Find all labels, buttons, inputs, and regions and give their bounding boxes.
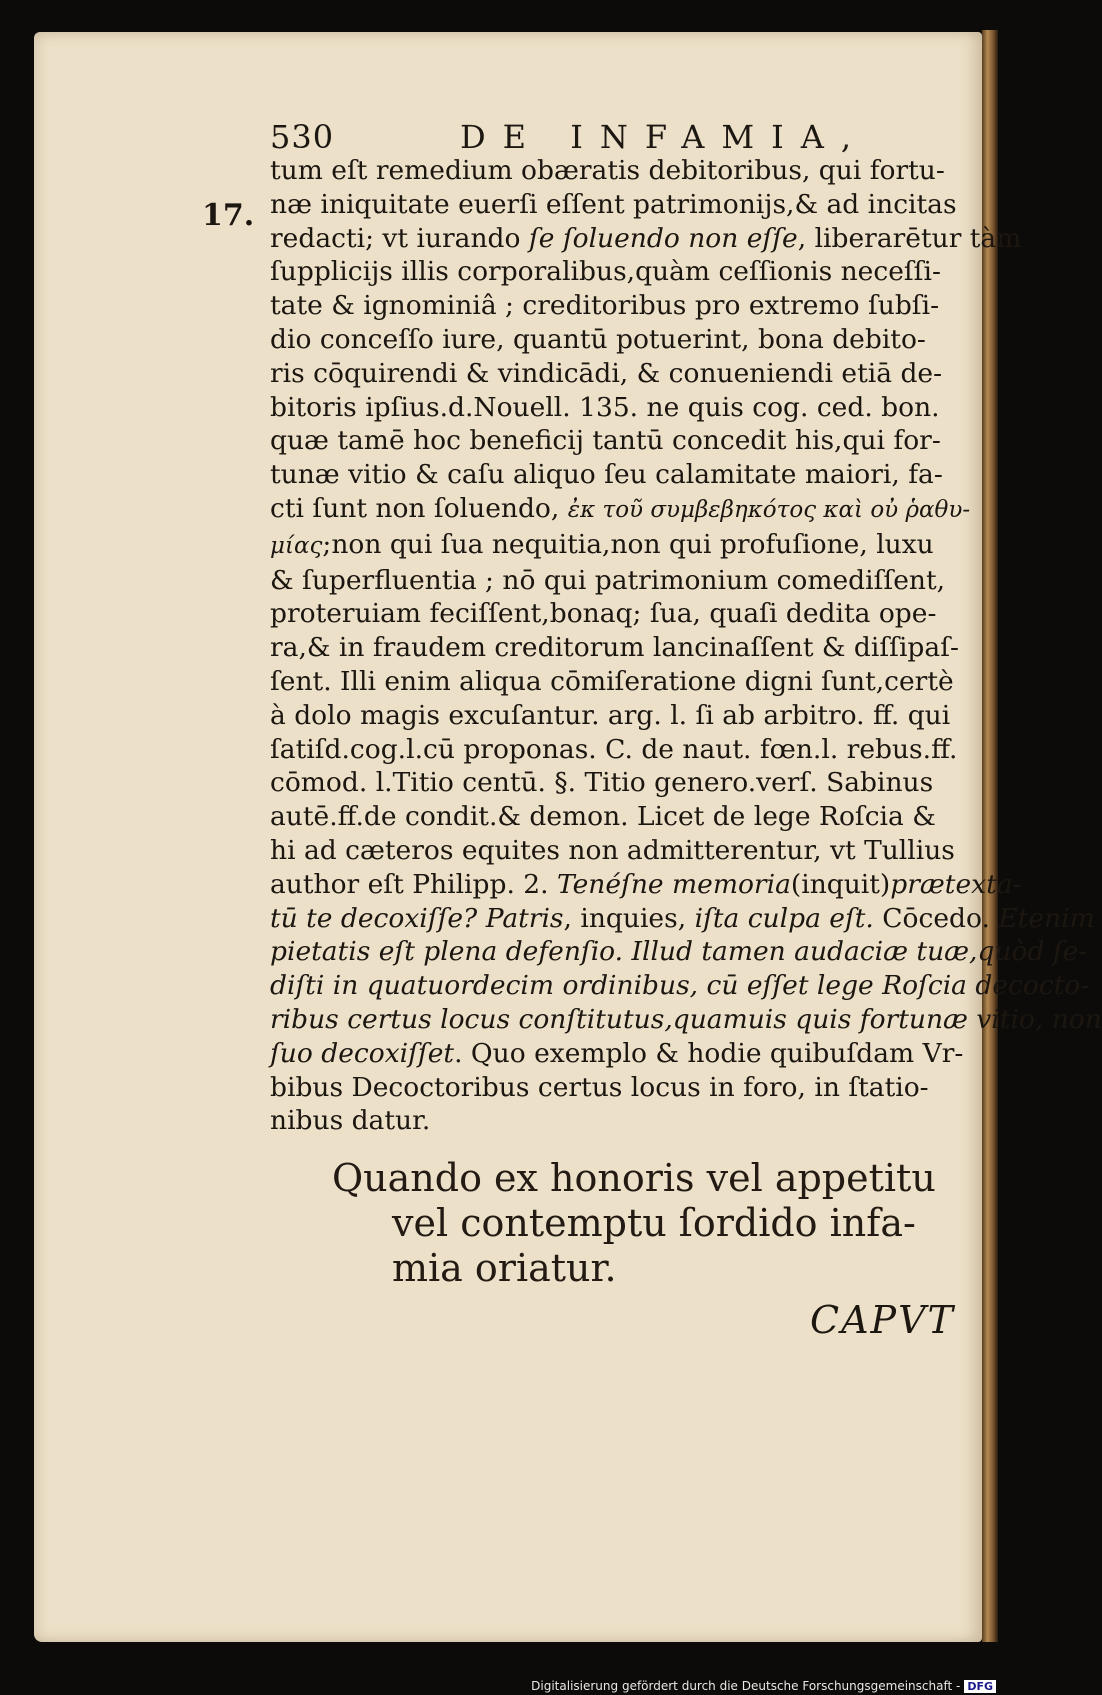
text-line	[270, 188, 970, 222]
text-segment: tum eſt remedium obæratis debitoribus, qui fortu-	[270, 155, 945, 186]
text-segment: & ſuperfluentia ; nō qui patrimonium comediſſent,	[270, 564, 946, 596]
text-line	[270, 800, 970, 834]
text-segment: ;non qui ſua nequitia,non qui profuſione, luxu	[322, 528, 934, 560]
text-segment: μίας	[270, 532, 323, 559]
text-line	[270, 834, 970, 868]
text-line	[270, 868, 1022, 902]
digitization-credit	[531, 1679, 996, 1693]
text-line	[270, 528, 970, 564]
credit-text: Digitalisierung gefördert durch die Deutsche Forschungsgemeinschaft -	[531, 1679, 961, 1693]
text-line	[270, 935, 1088, 969]
text-segment: ſatiſd.cog.l.cū proponas. C. de naut. fœn.l. rebus.ff.	[270, 733, 958, 765]
text-segment: cōmod. l.Titio centū. §. Titio genero.verſ. Sabinus	[270, 767, 934, 799]
text-segment: ἐκ τοῦ συμβεβηκότος καὶ οὐ ῥαθυ-	[567, 496, 971, 523]
text-segment: proteruiam feciſſent,bonaq; ſua, quaſi dedita ope-	[270, 598, 937, 630]
text-segment: næ iniquitate euerſi eſſent patrimonijs,& ad incitas	[270, 188, 957, 220]
text-line	[270, 1037, 970, 1071]
text-line	[270, 564, 970, 598]
page-edge	[982, 30, 998, 1642]
text-segment: nibus datur.	[270, 1105, 431, 1137]
text-segment: tū te decoxiſſe? Patris	[270, 902, 564, 934]
text-line	[270, 766, 970, 800]
text-line	[270, 424, 970, 458]
text-segment: pietatis eſt plena defenſio. Illud tamen audaciæ tuæ,quòd ſe-	[270, 936, 1088, 968]
section-title	[332, 1156, 972, 1291]
page-number: 530	[270, 118, 335, 156]
text-segment: à dolo magis excuſantur. arg. l. ſi ab arbitro. ff. qui	[270, 699, 951, 731]
text-segment: hi ad cæteros equites non admitterentur, vt Tullius	[270, 834, 955, 866]
text-segment: Cōcedo.	[882, 902, 999, 934]
text-segment: ſupplicijs illis corporalibus,quàm ceſſionis neceſſi-	[270, 256, 941, 288]
text-line	[270, 458, 970, 492]
text-segment: ribus certus locus conſtitutus,quamuis quis fortunæ vitio, non	[270, 1003, 1102, 1035]
text-segment: prætexta-	[890, 868, 1022, 900]
text-line	[270, 969, 1090, 1003]
text-line	[270, 631, 970, 665]
text-segment: (inquit)	[790, 868, 891, 900]
text-line	[270, 391, 970, 425]
text-segment: dio conceſſo iure, quantū potuerint, bona debito-	[270, 323, 926, 355]
text-segment: ſe ſoluendo non eſſe	[528, 222, 798, 254]
text-segment: bibus Decoctoribus certus locus in foro, in ſtatio-	[270, 1071, 929, 1103]
text-segment: bitoris ipſius.d.Nouell. 135. ne quis cog. ced. bon.	[270, 391, 940, 423]
text-segment: Tenéſne memoria	[557, 868, 791, 900]
text-segment: decocto-	[966, 970, 1090, 1002]
text-line	[270, 222, 1022, 256]
text-segment: Etenim	[998, 902, 1095, 934]
text-segment: diſti in quatuordecim ordinibus, cū eſſet lege	[270, 970, 883, 1002]
section-title-line: mia oriatur.	[392, 1246, 617, 1290]
text-line	[270, 597, 970, 631]
text-line	[270, 902, 1095, 936]
text-segment: Roſcia	[882, 970, 967, 1002]
text-line	[270, 699, 970, 733]
text-segment: . Quo exemplo & hodie quibuſdam Vr-	[454, 1037, 964, 1069]
text-line	[270, 1003, 1102, 1037]
body-text	[270, 154, 1102, 1138]
text-line	[270, 154, 970, 188]
text-line	[270, 665, 970, 699]
text-segment: tunæ vitio & caſu aliquo ſeu calamitate maiori, fa-	[270, 459, 943, 491]
text-segment: redacti; vt iurando	[270, 222, 529, 254]
text-segment: ſuo decoxiſſet	[270, 1037, 455, 1069]
text-line	[270, 255, 970, 289]
section-title-line: Quando ex honoris vel appetitu	[332, 1156, 936, 1200]
section-title-line: vel contemptu ſordido infa-	[392, 1201, 916, 1245]
text-line	[270, 289, 970, 323]
text-segment: autē.ff.de condit.& demon. Licet de lege Roſcia &	[270, 801, 936, 833]
text-line	[270, 1104, 970, 1138]
text-segment: , liberarētur tàm	[797, 222, 1022, 254]
text-segment: , inquies,	[563, 902, 695, 934]
text-segment: ris cōquirendi & vindicādi, & conueniendi etiā de-	[270, 357, 943, 389]
running-title: DE INFAMIA,	[460, 118, 869, 156]
text-segment: ſent. Illi enim aliqua cōmiſeratione digni ſunt,certè	[270, 665, 954, 697]
text-segment: quæ tamē hoc beneficij tantū concedit his,qui for-	[270, 425, 941, 457]
text-segment: tate & ignominiâ ; creditoribus pro extremo ſubſi-	[270, 290, 940, 322]
text-line	[270, 323, 970, 357]
text-segment: cti ſunt non ſoluendo,	[270, 492, 568, 524]
text-segment: author eſt Philipp. 2.	[270, 868, 557, 900]
text-segment: iſta culpa eſt.	[694, 902, 883, 934]
text-line	[270, 733, 970, 767]
dfg-logo: DFG	[964, 1680, 996, 1693]
catchword: CAPVT	[810, 1298, 955, 1342]
text-line	[270, 357, 970, 391]
text-segment: ra,& in fraudem creditorum lancinaſſent & diſſipaſ-	[270, 632, 959, 664]
page-header	[270, 118, 960, 158]
text-line	[270, 1071, 970, 1105]
margin-note: 17.	[202, 198, 255, 233]
text-line	[270, 492, 970, 528]
